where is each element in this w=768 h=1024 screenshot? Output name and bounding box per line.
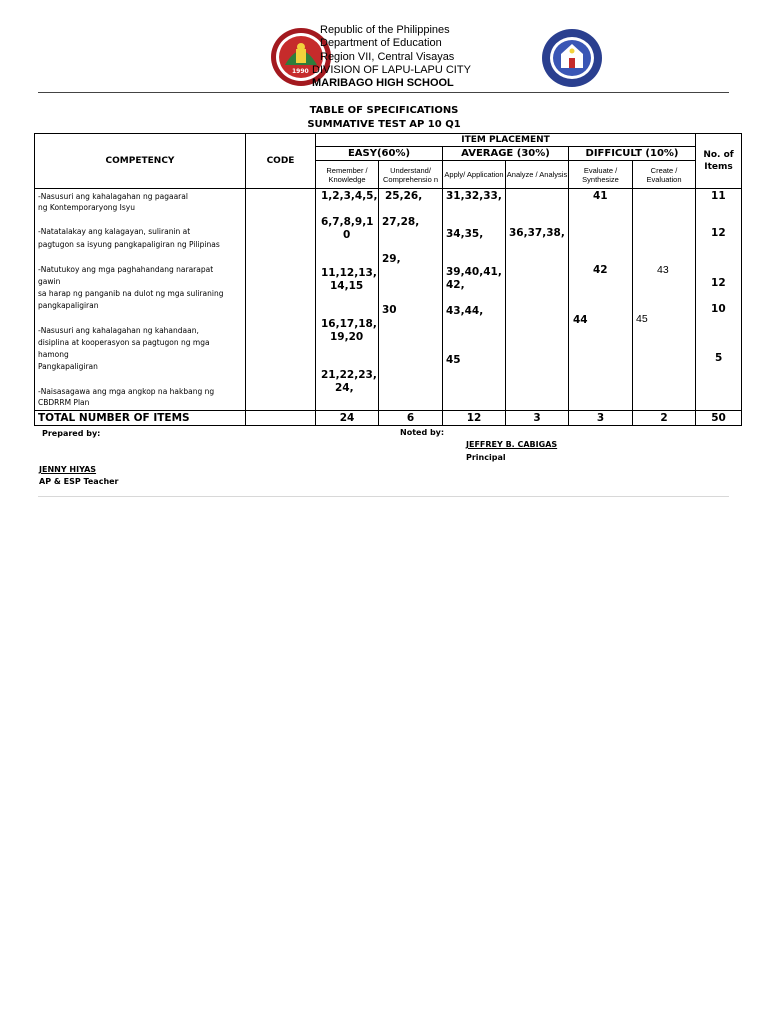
header-region: Region VII, Central Visayas: [320, 51, 455, 63]
create-cell: [633, 189, 696, 411]
header-divider: [38, 92, 729, 93]
total-apply: 12: [443, 411, 506, 426]
code-cell: [246, 189, 316, 411]
remember-items-4a: 16,17,18,: [321, 318, 377, 330]
apply-items-3a: 39,40,41,: [446, 266, 502, 278]
competency-1-line-2: ng Kontemporaryong Isyu: [38, 203, 135, 212]
svg-text:1990: 1990: [292, 68, 309, 75]
page-divider: [38, 496, 729, 497]
teacher-name: JENNY HIYAS: [39, 465, 97, 474]
difficult-group-header: DIFFICULT (10%): [569, 147, 696, 161]
total-code: [246, 411, 316, 426]
competency-4-line-3: hamong: [38, 350, 69, 359]
remember-items-5b: 24,: [335, 382, 354, 394]
apply-items-5: 45: [446, 354, 461, 366]
remember-items-4b: 19,20: [330, 331, 364, 343]
total-remember: 24: [316, 411, 379, 426]
evaluate-header: Evaluate / Synthesize: [569, 161, 633, 189]
total-create: 2: [633, 411, 696, 426]
analyze-items-1: 36,37,38,: [509, 227, 565, 239]
create-items-2: 45: [636, 313, 648, 325]
competency-5-line-1: -Naisasagawa ang mga angkop na hakbang ng: [38, 387, 215, 396]
apply-cell: [443, 189, 506, 411]
analyze-header: Analyze / Analysis: [506, 161, 569, 189]
evaluate-items-1: 41: [593, 190, 608, 202]
create-items-1: 43: [657, 264, 669, 276]
total-items: 50: [696, 411, 742, 426]
total-understand: 6: [379, 411, 443, 426]
competency-1-line-1: -Nasusuri ang kahalagahan ng pagaaral: [38, 192, 188, 201]
average-group-header: AVERAGE (30%): [443, 147, 569, 161]
competency-4-line-1: -Nasusuri ang kahalagahan ng kahandaan,: [38, 326, 199, 335]
remember-items-1: 1,2,3,4,5,: [321, 190, 378, 202]
create-header: Create / Evaluation: [633, 161, 696, 189]
competency-2-line-1: -Natatalakay ang kalagayan, suliranin at: [38, 227, 191, 236]
remember-cell: [316, 189, 379, 411]
totals-row: [35, 411, 742, 426]
item-placement-header: ITEM PLACEMENT: [316, 134, 696, 147]
competency-2-line-2: pagtugon sa isyung pangkapaligiran ng Pilipinas: [38, 240, 220, 249]
apply-items-1: 31,32,33,: [446, 190, 502, 202]
header-department: Department of Education: [320, 37, 442, 49]
understand-items-1: 25,26,: [385, 190, 423, 202]
remember-items-2b: 0: [343, 229, 351, 241]
competency-3-line-1: -Natutukoy ang mga paghahandang nararapat: [38, 265, 214, 274]
competency-3-line-4: pangkapaligiran: [38, 301, 99, 310]
understand-items-4: 30: [382, 304, 397, 316]
items-count-3: 12: [711, 277, 726, 289]
easy-group-header: EASY(60%): [316, 147, 443, 161]
items-count-2: 12: [711, 227, 726, 239]
remember-items-3b: 14,15: [330, 280, 364, 292]
competency-header: COMPETENCY: [35, 134, 246, 189]
competency-cell: [35, 189, 246, 411]
competency-3-line-3: sa harap ng panganib na dulot ng mga suliraning: [38, 289, 224, 298]
noted-by-label: Noted by:: [400, 428, 445, 437]
prepared-by-label: Prepared by:: [42, 429, 101, 438]
total-label: TOTAL NUMBER OF ITEMS: [35, 411, 246, 426]
total-analyze: 3: [506, 411, 569, 426]
remember-items-5a: 21,22,23,: [321, 369, 377, 381]
items-count-cell: [696, 189, 742, 411]
remember-items-3a: 11,12,13,: [321, 267, 377, 279]
apply-items-2: 34,35,: [446, 228, 484, 240]
header-school: MARIBAGO HIGH SCHOOL: [312, 77, 454, 89]
understand-cell: [379, 189, 443, 411]
teacher-title: AP & ESP Teacher: [39, 477, 119, 486]
analyze-cell: [506, 189, 569, 411]
specifications-table: [34, 133, 742, 426]
items-count-5: 5: [715, 352, 723, 364]
header-division: DIVISION OF LAPU-LAPU CITY: [312, 64, 471, 76]
apply-items-3b: 42,: [446, 279, 465, 291]
evaluate-cell: [569, 189, 633, 411]
no-of-items-header: No. of Items: [696, 134, 742, 189]
evaluate-items-2: 42: [593, 264, 608, 276]
document-subtitle: SUMMATIVE TEST AP 10 Q1: [307, 119, 461, 130]
deped-seal-logo: [541, 28, 603, 88]
understand-header: Understand/ Comprehensio n: [379, 161, 443, 189]
evaluate-items-3: 44: [573, 314, 588, 326]
total-evaluate: 3: [569, 411, 633, 426]
remember-header: Remember / Knowledge: [316, 161, 379, 189]
apply-header: Apply/ Application: [443, 161, 506, 189]
header-republic: Republic of the Philippines: [320, 24, 450, 36]
principal-title: Principal: [466, 453, 506, 462]
items-count-1: 11: [711, 190, 726, 202]
document-title: TABLE OF SPECIFICATIONS: [309, 105, 459, 116]
understand-items-3: 29,: [382, 253, 401, 265]
competency-3-line-2: gawin: [38, 277, 61, 286]
competency-4-line-4: Pangkapaligiran: [38, 362, 98, 371]
remember-items-2a: 6,7,8,9,1: [321, 216, 374, 228]
competency-4-line-2: disiplina at kooperasyon sa pagtugon ng mga: [38, 338, 210, 347]
competency-5-line-2: CBDRRM Plan: [38, 398, 90, 407]
principal-name: JEFFREY B. CABIGAS: [466, 440, 558, 449]
apply-items-4: 43,44,: [446, 305, 484, 317]
code-header: CODE: [246, 134, 316, 189]
understand-items-2: 27,28,: [382, 216, 420, 228]
items-count-4: 10: [711, 303, 726, 315]
